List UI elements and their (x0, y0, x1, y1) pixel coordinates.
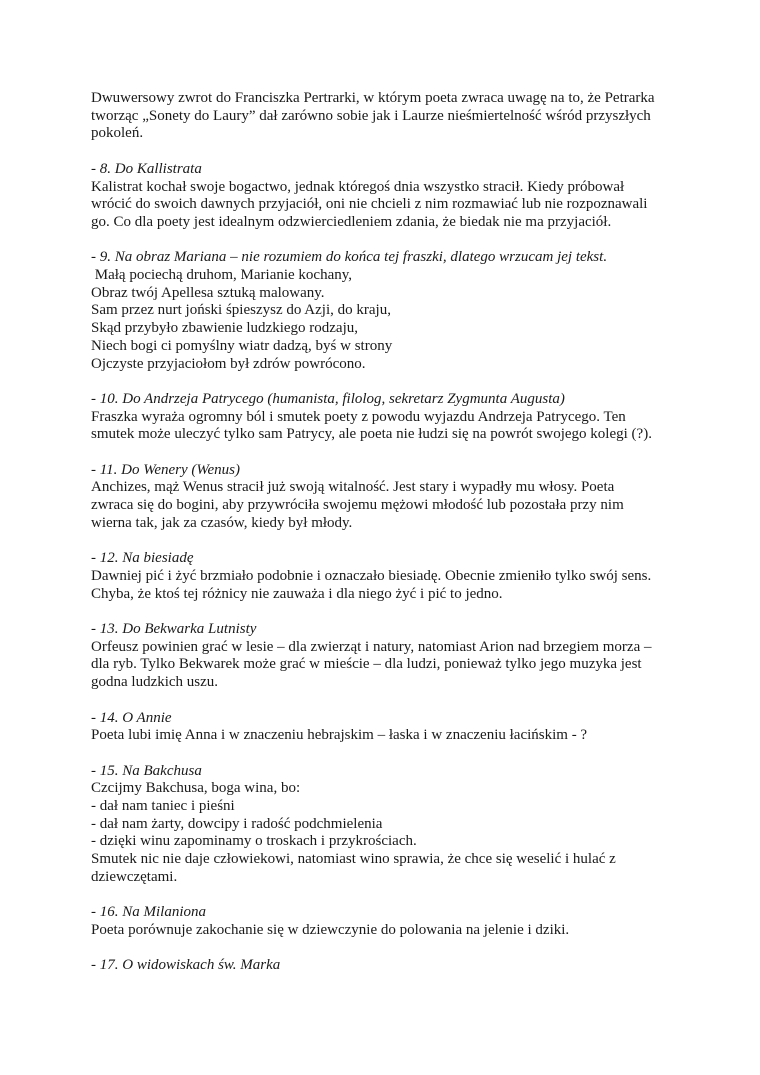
body-line: Poeta porównuje zakochanie się w dziewczynie do polowania na jelenie i dziki. (91, 921, 570, 938)
poem-line: Niech bogi ci pomyślny wiatr dadzą, byś w strony (91, 337, 393, 354)
body-line: Kalistrat kochał swoje bogactwo, jednak któregoś dnia wszystko stracił. Kiedy próbował (91, 178, 625, 195)
section-heading: - 11. Do Wenery (Wenus) (91, 461, 240, 478)
section-heading: - 12. Na biesiadę (91, 550, 194, 567)
poem-line: Skąd przybyło zbawienie ludzkiego rodzaju, (91, 320, 358, 337)
intro-line: Dwuwersowy zwrot do Franciszka Pertrarki, w którym poeta zwraca uwagę na to, że Petrarka (91, 90, 655, 106)
section-13 (91, 621, 681, 692)
section-14 (91, 710, 681, 745)
section-heading: - 14. O Annie (91, 709, 172, 726)
body-line: Fraszka wyraża ogromny ból i smutek poety z powodu wyjazdu Andrzeja Patrycego. Ten (91, 408, 626, 425)
body-line: Smutek nic nie daje człowiekowi, natomiast wino sprawia, że chce się weselić i hulać z (91, 851, 616, 868)
body-line: Poeta lubi imię Anna i w znaczeniu hebrajskim – łaska i w znaczeniu łacińskim - ? (91, 727, 588, 744)
section-heading: - 16. Na Milaniona (91, 904, 206, 921)
section-8 (91, 161, 681, 232)
list-item: - dał nam żarty, dowcipy i radość podchmielenia (91, 815, 383, 832)
body-line: Anchizes, mąż Wenus stracił już swoją witalność. Jest stary i wypadły mu włosy. Poeta (91, 479, 615, 496)
poem-line: Ojczyste przyjaciołom był zdrów powrócono. (91, 355, 366, 372)
section-10 (91, 391, 681, 444)
section-heading: - 8. Do Kallistrata (91, 160, 202, 177)
section-15 (91, 763, 681, 887)
body-line: smutek może uleczyć tylko sam Patrycy, ale poeta nie łudzi się na powrót swojego kolegi (?). (91, 426, 652, 443)
section-heading: - 15. Na Bakchusa (91, 762, 202, 779)
section-17 (91, 957, 681, 975)
body-line: dziewczętami. (91, 868, 178, 885)
section-heading: - 9. Na obraz Mariana – nie rozumiem do końca tej fraszki, dlatego wrzucam jej tekst. (91, 249, 608, 266)
body-line: Czcijmy Bakchusa, boga wina, bo: (91, 780, 301, 797)
section-11 (91, 462, 681, 533)
body-line: dla ryb. Tylko Bekwarek może grać w mieście – dla ludzi, ponieważ tylko jego muzyka jest (91, 656, 642, 673)
body-line: wrócić do swoich dawnych przyjaciół, oni nie chcieli z nim rozmawiać lub nie rozpoznawali (91, 196, 648, 213)
section-12 (91, 550, 681, 603)
poem-line: Obraz twój Apellesa sztuką malowany. (91, 284, 325, 301)
body-line: godna ludzkich uszu. (91, 674, 219, 691)
document-page (91, 90, 681, 975)
body-line: wierna tak, jak za czasów, kiedy był młody. (91, 514, 353, 531)
list-item: - dzięki winu zapominamy o troskach i przykrościach. (91, 833, 417, 850)
section-heading: - 10. Do Andrzeja Patrycego (humanista, filolog, sekretarz Zygmunta Augusta) (91, 390, 565, 407)
poem-line: Sam przez nurt joński śpieszysz do Azji, do kraju, (91, 302, 391, 319)
section-16 (91, 904, 681, 939)
list-item: - dał nam taniec i pieśni (91, 798, 235, 814)
body-line: Dawniej pić i żyć brzmiało podobnie i oznaczało biesiadę. Obecnie zmieniło tylko swój sens. (91, 567, 652, 584)
intro-paragraph (91, 90, 681, 143)
section-heading: - 13. Do Bekwarka Lutnisty (91, 621, 257, 637)
poem-line: Małą pociechą druhom, Marianie kochany, (91, 267, 353, 283)
intro-line: pokoleń. (91, 125, 144, 142)
section-heading: - 17. O widowiskach św. Marka (91, 957, 281, 974)
body-line: go. Co dla poety jest idealnym odzwierciedleniem zdania, że biedak nie ma przyjaciół. (91, 213, 612, 230)
body-line: Orfeusz powinien grać w lesie – dla zwierząt i natury, natomiast Arion nad brzegiem morza – (91, 638, 652, 655)
intro-line: tworząc „Sonety do Laury” dał zarówno sobie jak i Laurze nieśmiertelność wśród przyszłych (91, 107, 651, 124)
body-line: Chyba, że ktoś tej różnicy nie zauważa i dla niego żyć i pić to jedno. (91, 585, 503, 602)
body-line: zwraca się do bogini, aby przywróciła swojemu mężowi młodość lub pozostała przy nim (91, 497, 624, 514)
section-9 (91, 249, 681, 373)
